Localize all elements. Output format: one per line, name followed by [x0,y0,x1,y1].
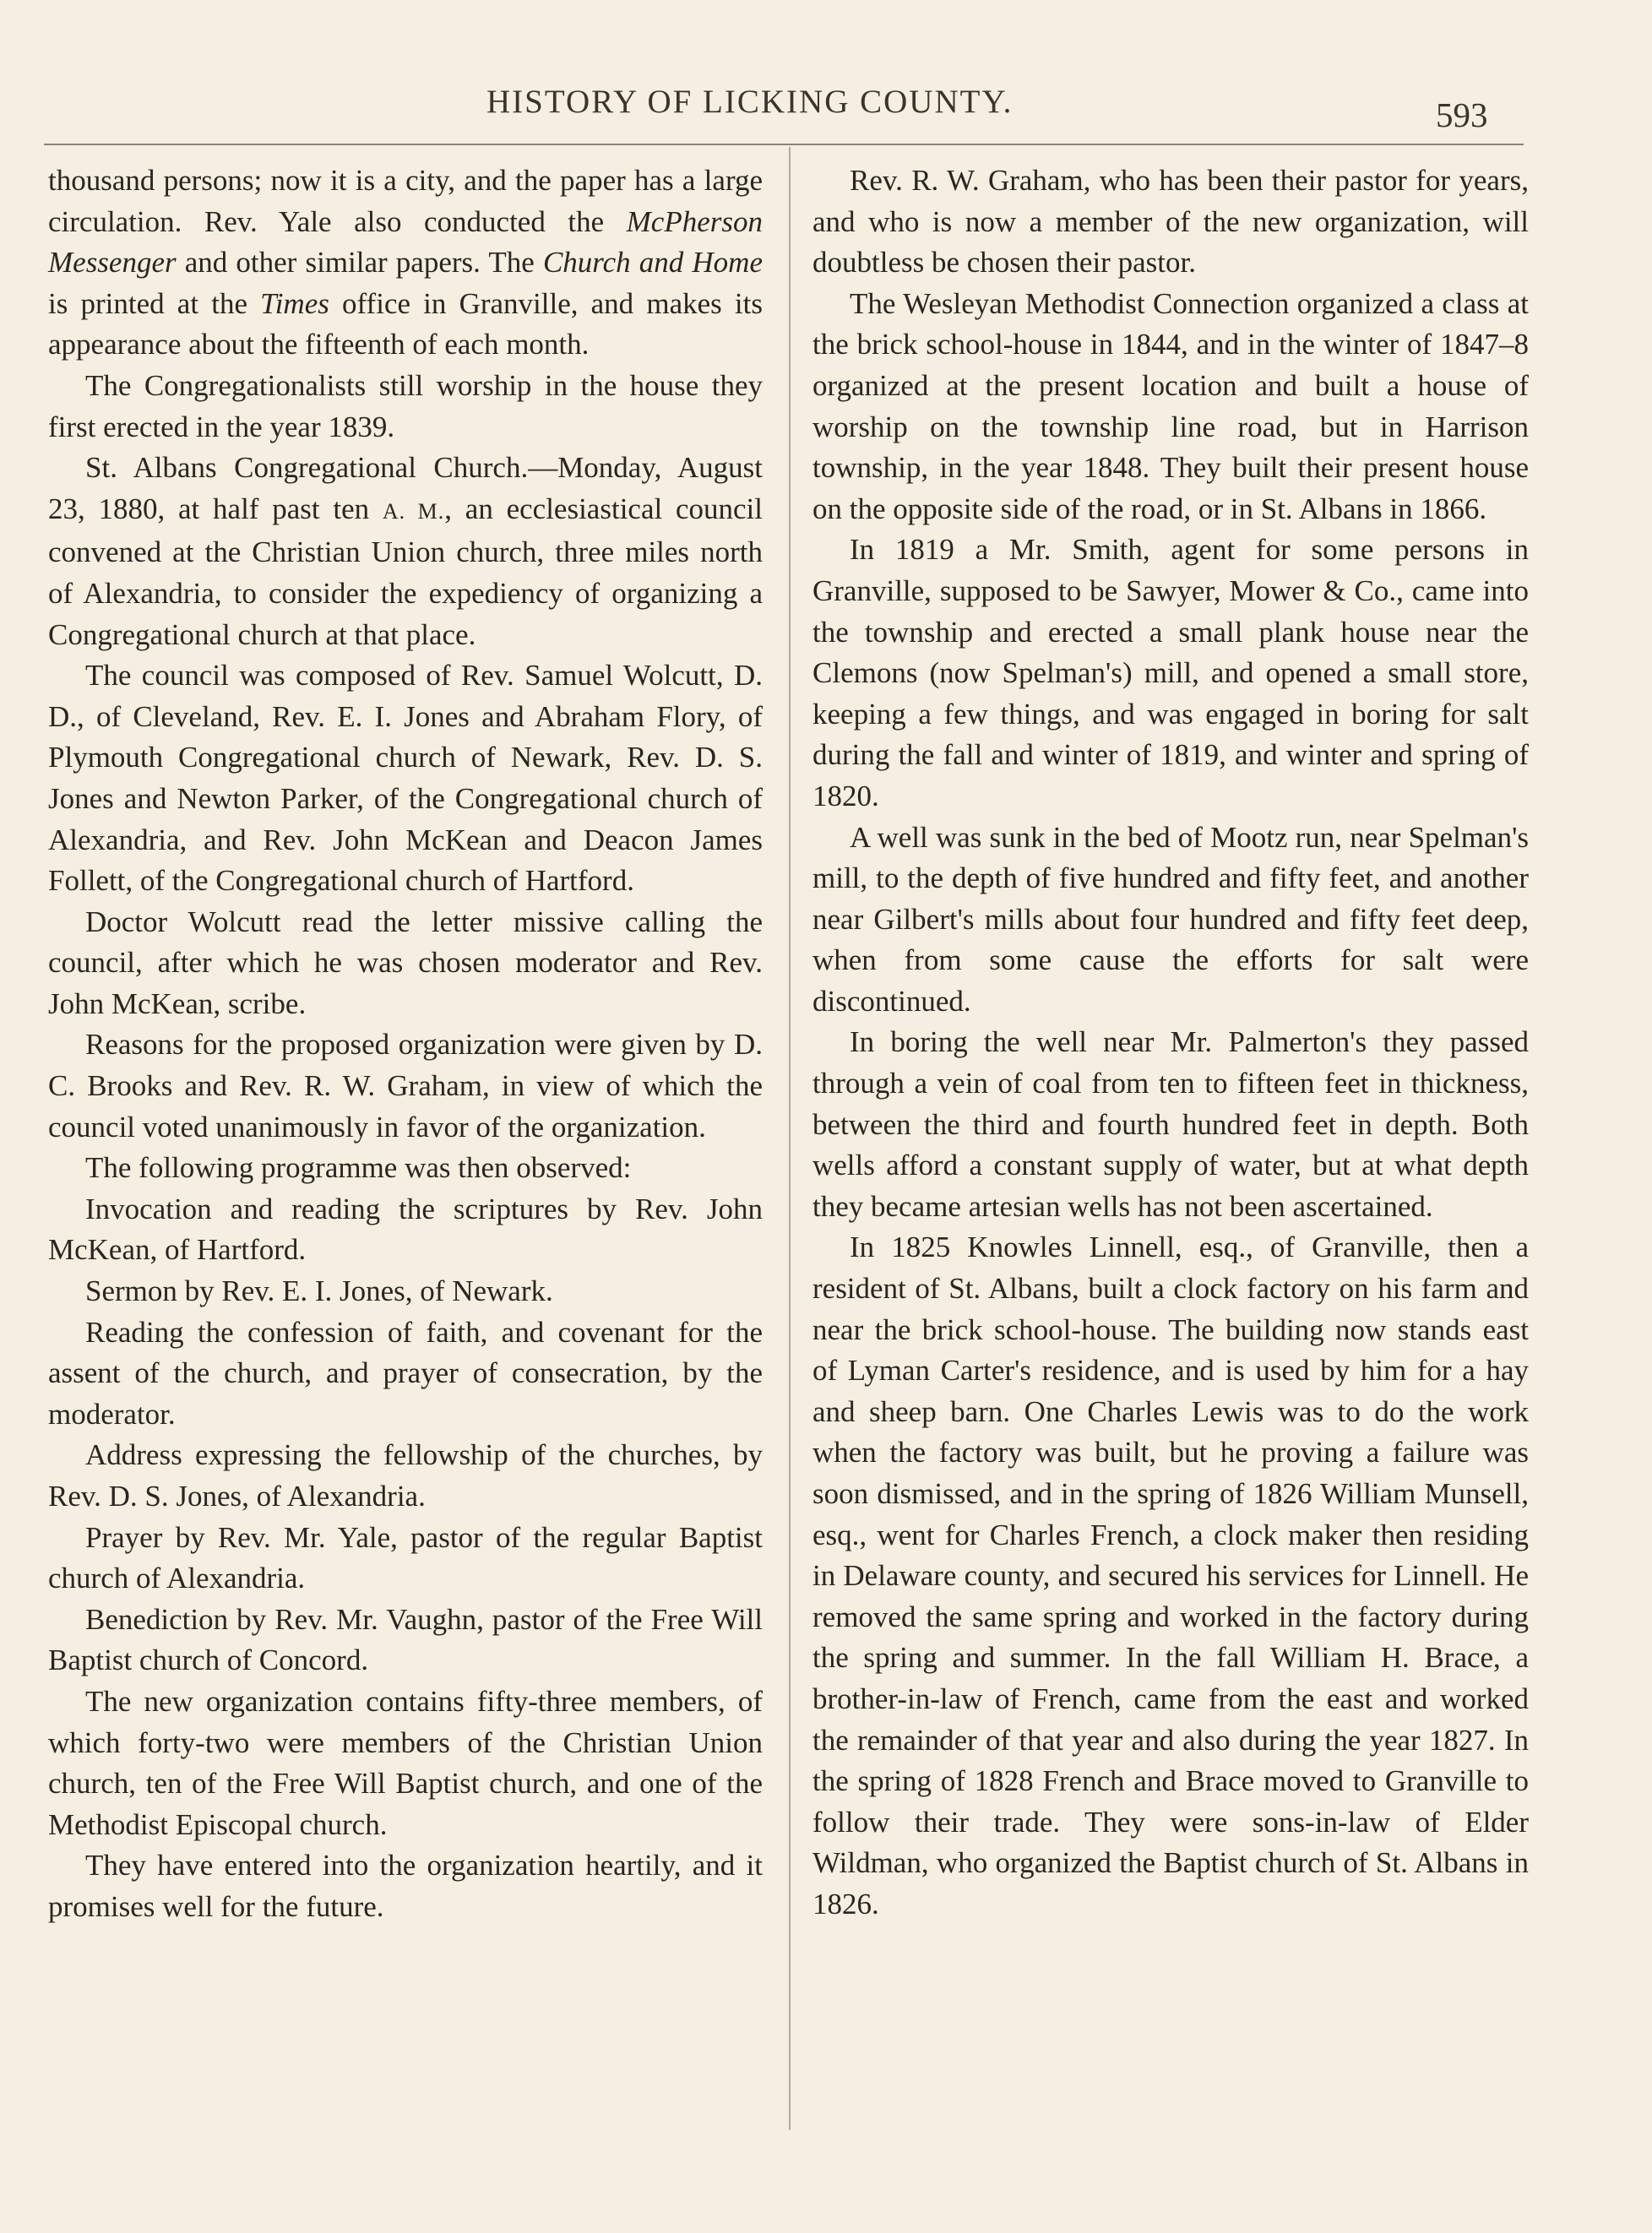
page-number: 593 [1436,95,1488,134]
header-rule [44,144,1524,145]
paragraph-text: is printed at the [48,286,261,320]
italic-title: McPherson Messenger [48,204,763,280]
paragraph: They have entered into the organization heartily, and it promises well for the future. [48,1849,763,1923]
page-header-title: HISTORY OF LICKING COUNTY. [486,84,1013,120]
paragraph: Address expressing the fellowship of the churches, by Rev. D. S. Jones, of Alexandria. [48,1438,763,1513]
running-head [0,74,1652,134]
paragraph-text: and other similar papers. The [176,246,543,280]
paragraph: The Congregationalists still worship in the house they first erected in the year 1839. [48,368,763,443]
paragraph: In 1825 Knowles Linnell, esq., of Granville, then a resident of St. Albans, built a clock factory on his farm and near the brick school-house. The building now stands east of Lyman Carter's residence, and is used by him for a hay and sheep barn. One Charles Lewis was to do the work when the factory was built, but he proving a failure was soon dismissed, and in the spring of 1826 William Munsell, esq., went for Charles French, a clock maker then residing in Delaware county, and secured his services for Linnell. He removed the same spring and worked in the factory during the spring and summer. In the fall William H. Brace, a brother-in-law of French, came from the east and worked the remainder of that year and also during the year 1827. In the spring of 1828 French and Brace moved to Granville to follow their trade. They were sons-in-law of Elder Wildman, who organized the Baptist church of St. Albans in 1826. [812,1231,1529,1921]
paragraph: Reading the confession of faith, and covenant for the assent of the church, and prayer of consecration, by the moderator. [48,1315,763,1431]
right-column [812,160,1529,1926]
paragraph-text: St. Albans Congregational Church.—Monday, August 23, 1880, at half past ten [48,451,763,525]
paragraph: Prayer by Rev. Mr. Yale, pastor of the regular Baptist church of Alexandria. [48,1520,763,1595]
paragraph-text: thousand persons; now it is a city, and the paper has a large circulation. Rev. Yale also conducted the [48,164,763,238]
column-divider [789,147,791,2130]
paragraph: Rev. R. W. Graham, who has been their pastor for years, and who is now a member of the new organization, will doubtless be chosen their pastor. [812,164,1529,280]
left-column [48,160,763,1928]
small-caps-time: A. M. [382,498,445,524]
paragraph: In 1819 a Mr. Smith, agent for some persons in Granville, supposed to be Sawyer, Mower & Co., came into the township and erected a small plank house near the Clemons (now Spelman's) mill, and opened a small store, keeping a few things, and was engaged in boring for salt during the fall and winter of 1819, and winter and spring of 1820. [812,533,1529,812]
paragraph: Invocation and reading the scriptures by Rev. John McKean, of Hartford. [48,1192,763,1267]
paragraph: In boring the well near Mr. Palmerton's they passed through a vein of coal from ten to fifteen feet in thickness, between the third and fourth hundred feet in depth. Both wells afford a constant supply of water, but at what depth they became artesian wells has not been ascertained. [812,1025,1529,1223]
italic-title: Times [260,286,329,320]
paragraph: The Wesleyan Methodist Connection organized a class at the brick school-house in 1844, and in the winter of 1847–8 organized at the present location and built a house of worship on the township line road, but in Harrison township, in the year 1848. They built their present house on the opposite side of the road, or in St. Albans in 1866. [812,286,1529,525]
italic-title: Church and Home [542,246,763,280]
paragraph: The following programme was then observed: [85,1151,632,1185]
paragraph: Reasons for the proposed organization were given by D. C. Brooks and Rev. R. W. Graham, in view of which the council voted unanimously in favor of the organization. [48,1028,763,1144]
paragraph: Benediction by Rev. Mr. Vaughn, pastor of the Free Will Baptist church of Concord. [48,1602,763,1677]
paragraph: Doctor Wolcutt read the letter missive calling the council, after which he was chosen moderator and Rev. John McKean, scribe. [48,905,763,1020]
paragraph: Sermon by Rev. E. I. Jones, of Newark. [85,1274,553,1308]
paragraph [48,160,763,366]
paragraph: A well was sunk in the bed of Mootz run, near Spelman's mill, to the depth of five hundred and fifty feet, and another near Gilbert's mills about four hundred and fifty feet deep, when from some cause the efforts for salt were discontinued. [812,820,1529,1018]
paragraph: The new organization contains fifty-three members, of which forty-two were members of the Christian Union church, ten of the Free Will Baptist church, and one of the Methodist Episcopal church. [48,1684,763,1841]
paragraph: The council was composed of Rev. Samuel Wolcutt, D. D., of Cleveland, Rev. E. I. Jones and Abraham Flory, of Plymouth Congregational church of Newark, Rev. D. S. Jones and Newton Parker, of the Congregational church of Alexandria, and Rev. John McKean and Deacon James Follett, of the Congregational church of Hartford. [48,659,763,898]
paragraph [48,448,763,655]
paragraph-text: , an ecclesiastical council convened at the Christian Union church, three miles north of Alexandria, to consider the expediency of organizing a Congregational church at that place. [48,492,763,651]
paragraph-text: office in Granville, and makes its appearance about the fifteenth of each month. [48,286,763,361]
